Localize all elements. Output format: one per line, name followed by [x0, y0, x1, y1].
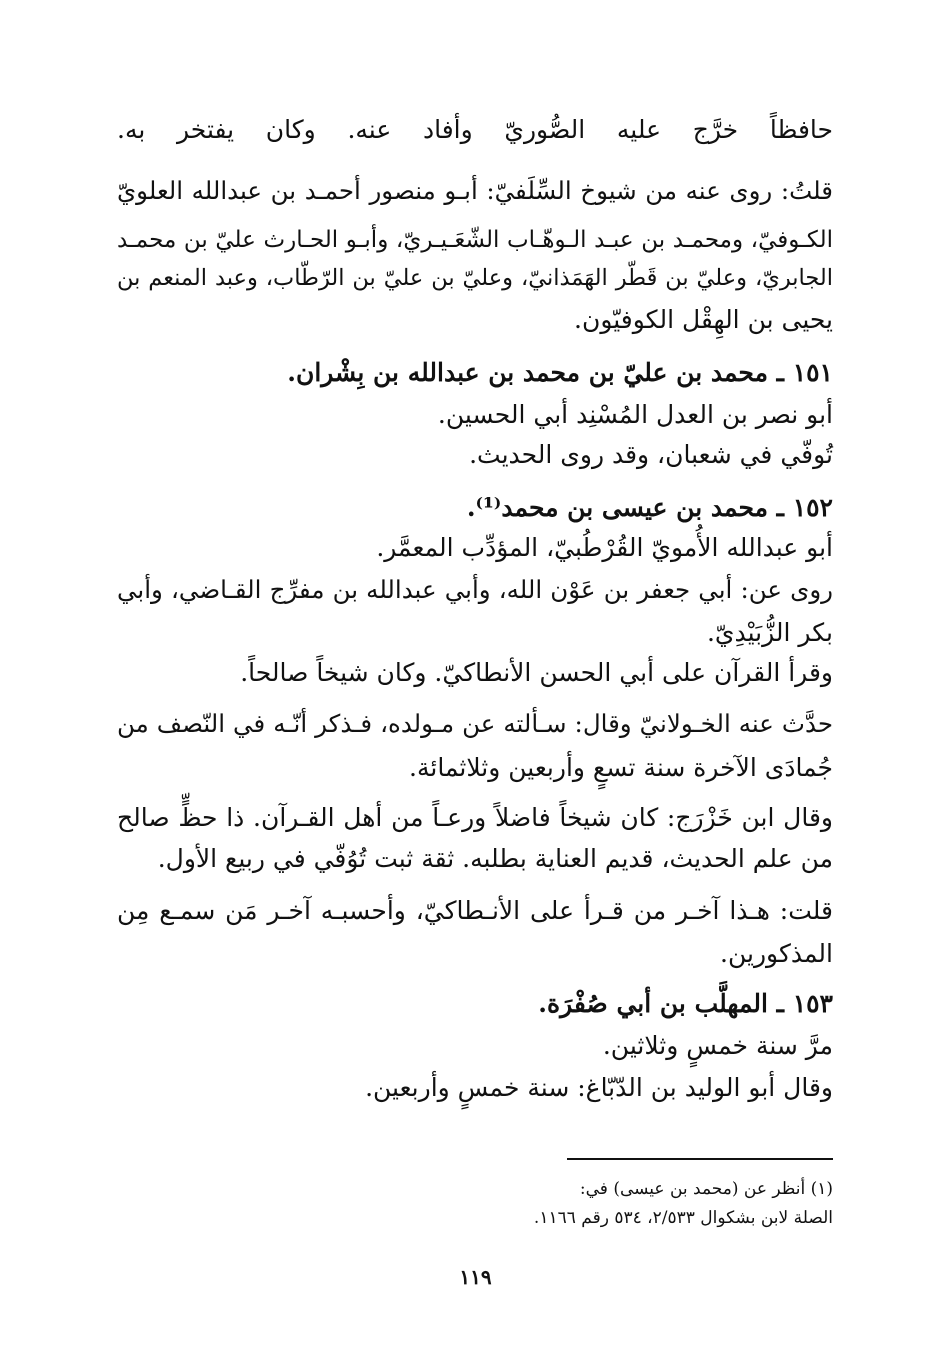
entry-heading-151: ١٥١ ـ محمد بن عليّ بن محمد بن عبدالله بن بِشْران. [287, 358, 833, 387]
text-line: وقرأ القرآن على أبي الحسن الأنطاكيّ. وكان شيخاً صالحاً. [240, 658, 833, 687]
text-line: الجابريّ، وعليّ بن قَطّر الهَمَذانيّ، وعليّ بن عليّ بن الرّطّاب، وعبد المنعم بن [117, 265, 833, 291]
footnote-line: (١) أنظر عن (محمد بن عيسى) في: [579, 1179, 833, 1199]
text-line: وقال أبو الوليد بن الدّبّاغ: سنة خمسٍ وأربعين. [365, 1073, 833, 1102]
text-line: أبو نصر بن العدل المُسْنِد أبي الحسين. [437, 400, 833, 429]
text-line: المذكورين. [720, 939, 833, 968]
text-line: حافظاً خرَّج عليه الصُّوريّ وأفاد عنه. وكان يفتخر به. [117, 115, 833, 144]
text-line: حدَّث عنه الخـولانيّ وقال: سـألته عن مـولده، فـذكر أنّـه في النّصف من [117, 709, 833, 738]
text-line: جُمادَى الآخرة سنة تسعٍ وأربعين وثلاثمائة. [409, 753, 833, 782]
text-line: بكر الزُّبَيْدِيّ. [706, 618, 833, 647]
text-line: قلت: هـذا آخـر من قـرأ على الأنـطاكيّ، وأحسبـه آخـر مَن سمـع مِن [117, 896, 833, 925]
text-line: يحيى بن الهِقْل الكوفيّون. [574, 305, 833, 334]
text-line: أبو عبدالله الأُمويّ القُرْطُبيّ، المؤدِّب المعمَّر. [376, 533, 833, 562]
text-line: روى عن: أبي جعفر بن عَوْن الله، وأبي عبدالله بن مفرِّج القـاضي، وأبي [117, 575, 833, 604]
text-line: وقال ابن خَزْرَج: كان شيخاً فاضلاً ورعـاً من أهل القـرآن. ذا حظٍّ صالح [117, 803, 833, 832]
text-line: من علم الحديث، قديم العناية بطلبه. ثقة ثبت تُوُفّي في ربيع الأول. [157, 844, 833, 873]
footnote-line: الصلة لابن بشكوال ٢/٥٣٣، ٥٣٤ رقم ١١٦٦. [533, 1208, 833, 1228]
entry-heading-152: ١٥٢ ـ محمد بن عيسى بن محمد⁽¹⁾. [466, 493, 833, 522]
page-number: ١١٩ [459, 1265, 492, 1289]
entry-heading-153: ١٥٣ ـ المهلَّب بن أبي صُفْرَة. [538, 989, 833, 1018]
footnote-divider [567, 1158, 833, 1160]
text-line: قلتُ: روى عنه من شيوخ السِّلَفيّ: أبـو منصور أحمـد بن عبدالله العلويّ [117, 176, 833, 205]
text-line: تُوفّي في شعبان، وقد روى الحديث. [469, 440, 833, 469]
text-line: مرَّ سنة خمسٍ وثلاثين. [602, 1031, 833, 1060]
text-line: الكـوفيّ، ومحمـد بن عبـد الـوهّـاب الشّعَـيـريّ، وأبـو الحـارث عليّ بن محمـد [117, 227, 833, 253]
